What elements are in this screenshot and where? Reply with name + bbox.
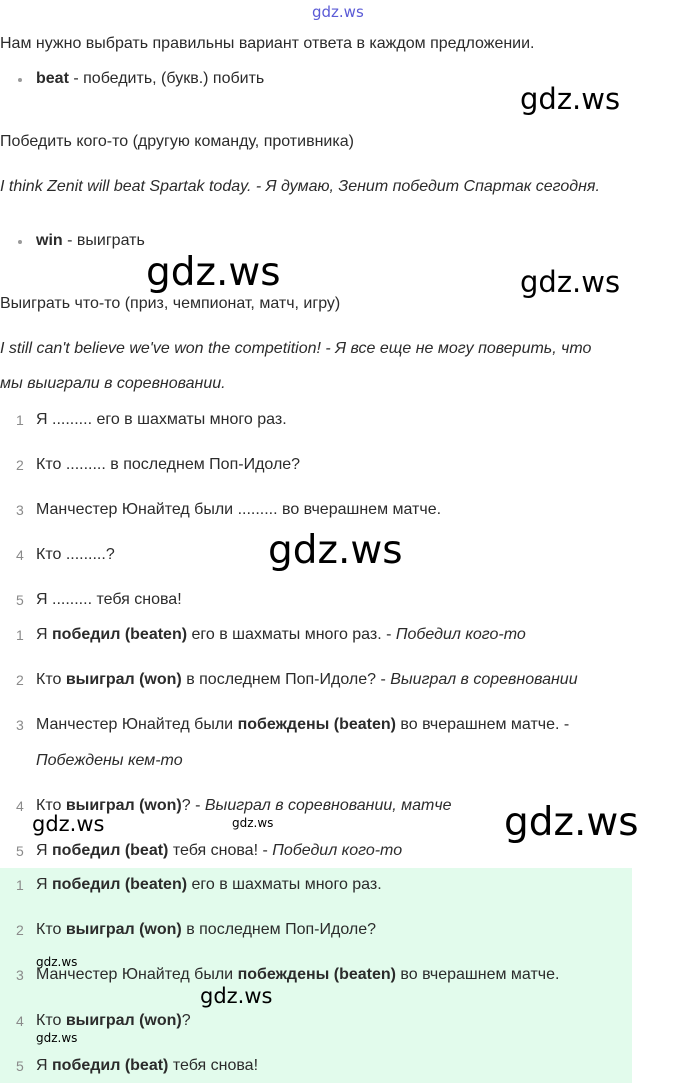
beat-example: I think Zenit will beat Spartak today. - Я думаю, Зенит победит Спартак сегодня.	[0, 178, 600, 195]
win-usage: Выиграть что-то (приз, чемпионат, матч, игру)	[0, 295, 341, 312]
answer-item: Манчестер Юнайтед были побеждены (beaten) во вчерашнем матче.	[36, 966, 560, 983]
win-example-line1: I still can't believe we've won the competition! - Я все еще не могу поверить, что	[0, 340, 592, 357]
explained-number: 1	[16, 627, 24, 643]
task-item: Манчестер Юнайтед были ......... во вчерашнем матче.	[36, 501, 442, 518]
watermark: gdz.ws	[520, 82, 621, 116]
explained-number: 3	[16, 717, 24, 733]
win-example-line2: мы выиграли в соревновании.	[0, 375, 226, 392]
win-word: win	[36, 232, 63, 249]
answer-item: Кто выиграл (won) в последнем Поп-Идоле?	[36, 921, 377, 938]
watermark: gdz.ws	[36, 955, 78, 969]
beat-usage: Победить кого-то (другую команду, противника)	[0, 133, 354, 150]
answer-number: 4	[16, 1013, 24, 1029]
watermark: gdz.ws	[36, 1031, 78, 1045]
watermark: gdz.ws	[312, 3, 364, 21]
watermark: gdz.ws	[200, 984, 273, 1008]
bullet-icon	[18, 240, 22, 244]
task-item: Кто .........?	[36, 546, 115, 563]
task-item: Я ......... тебя снова!	[36, 591, 182, 608]
explained-item: Я победил (beat) тебя снова! - Победил кого-то	[36, 842, 403, 859]
watermark: gdz.ws	[520, 265, 621, 299]
answer-item: Я победил (beat) тебя снова!	[36, 1057, 259, 1074]
watermark: gdz.ws	[146, 250, 281, 295]
explained-number: 4	[16, 798, 24, 814]
task-item: Я ......... его в шахматы много раз.	[36, 411, 287, 428]
beat-word: beat	[36, 70, 69, 87]
answer-item: Я победил (beaten) его в шахматы много раз.	[36, 876, 382, 893]
task-item: Кто ......... в последнем Поп-Идоле?	[36, 456, 301, 473]
explained-number: 5	[16, 843, 24, 859]
intro-text: Нам нужно выбрать правильны вариант ответа в каждом предложении.	[0, 35, 535, 52]
answer-number: 2	[16, 922, 24, 938]
answer-number: 3	[16, 967, 24, 983]
explained-item: Я победил (beaten) его в шахматы много раз. - Победил кого-то	[36, 626, 526, 643]
task-number: 5	[16, 592, 24, 608]
watermark: gdz.ws	[268, 528, 403, 573]
answer-item: Кто выиграл (won)?	[36, 1012, 191, 1029]
answer-number: 5	[16, 1058, 24, 1074]
watermark: gdz.ws	[504, 800, 639, 845]
answer-number: 1	[16, 877, 24, 893]
beat-definition	[36, 70, 264, 88]
task-number: 3	[16, 502, 24, 518]
task-number: 1	[16, 412, 24, 428]
win-meaning: - выиграть	[62, 232, 145, 249]
explained-item: Кто выиграл (won)? - Выиграл в соревновании, матче	[36, 797, 452, 814]
beat-meaning: - победить, (букв.) побить	[68, 70, 265, 87]
task-number: 2	[16, 457, 24, 473]
task-number: 4	[16, 547, 24, 563]
watermark: gdz.ws	[232, 816, 274, 830]
explained-number: 2	[16, 672, 24, 688]
explained-item: Кто выиграл (won) в последнем Поп-Идоле? - Выиграл в соревновании	[36, 671, 578, 688]
watermark: gdz.ws	[32, 812, 105, 836]
win-definition	[36, 232, 145, 250]
bullet-icon	[18, 78, 22, 82]
explained-note: Побеждены кем-то	[36, 752, 183, 769]
explained-item: Манчестер Юнайтед были побеждены (beaten) во вчерашнем матче. -	[36, 716, 570, 733]
